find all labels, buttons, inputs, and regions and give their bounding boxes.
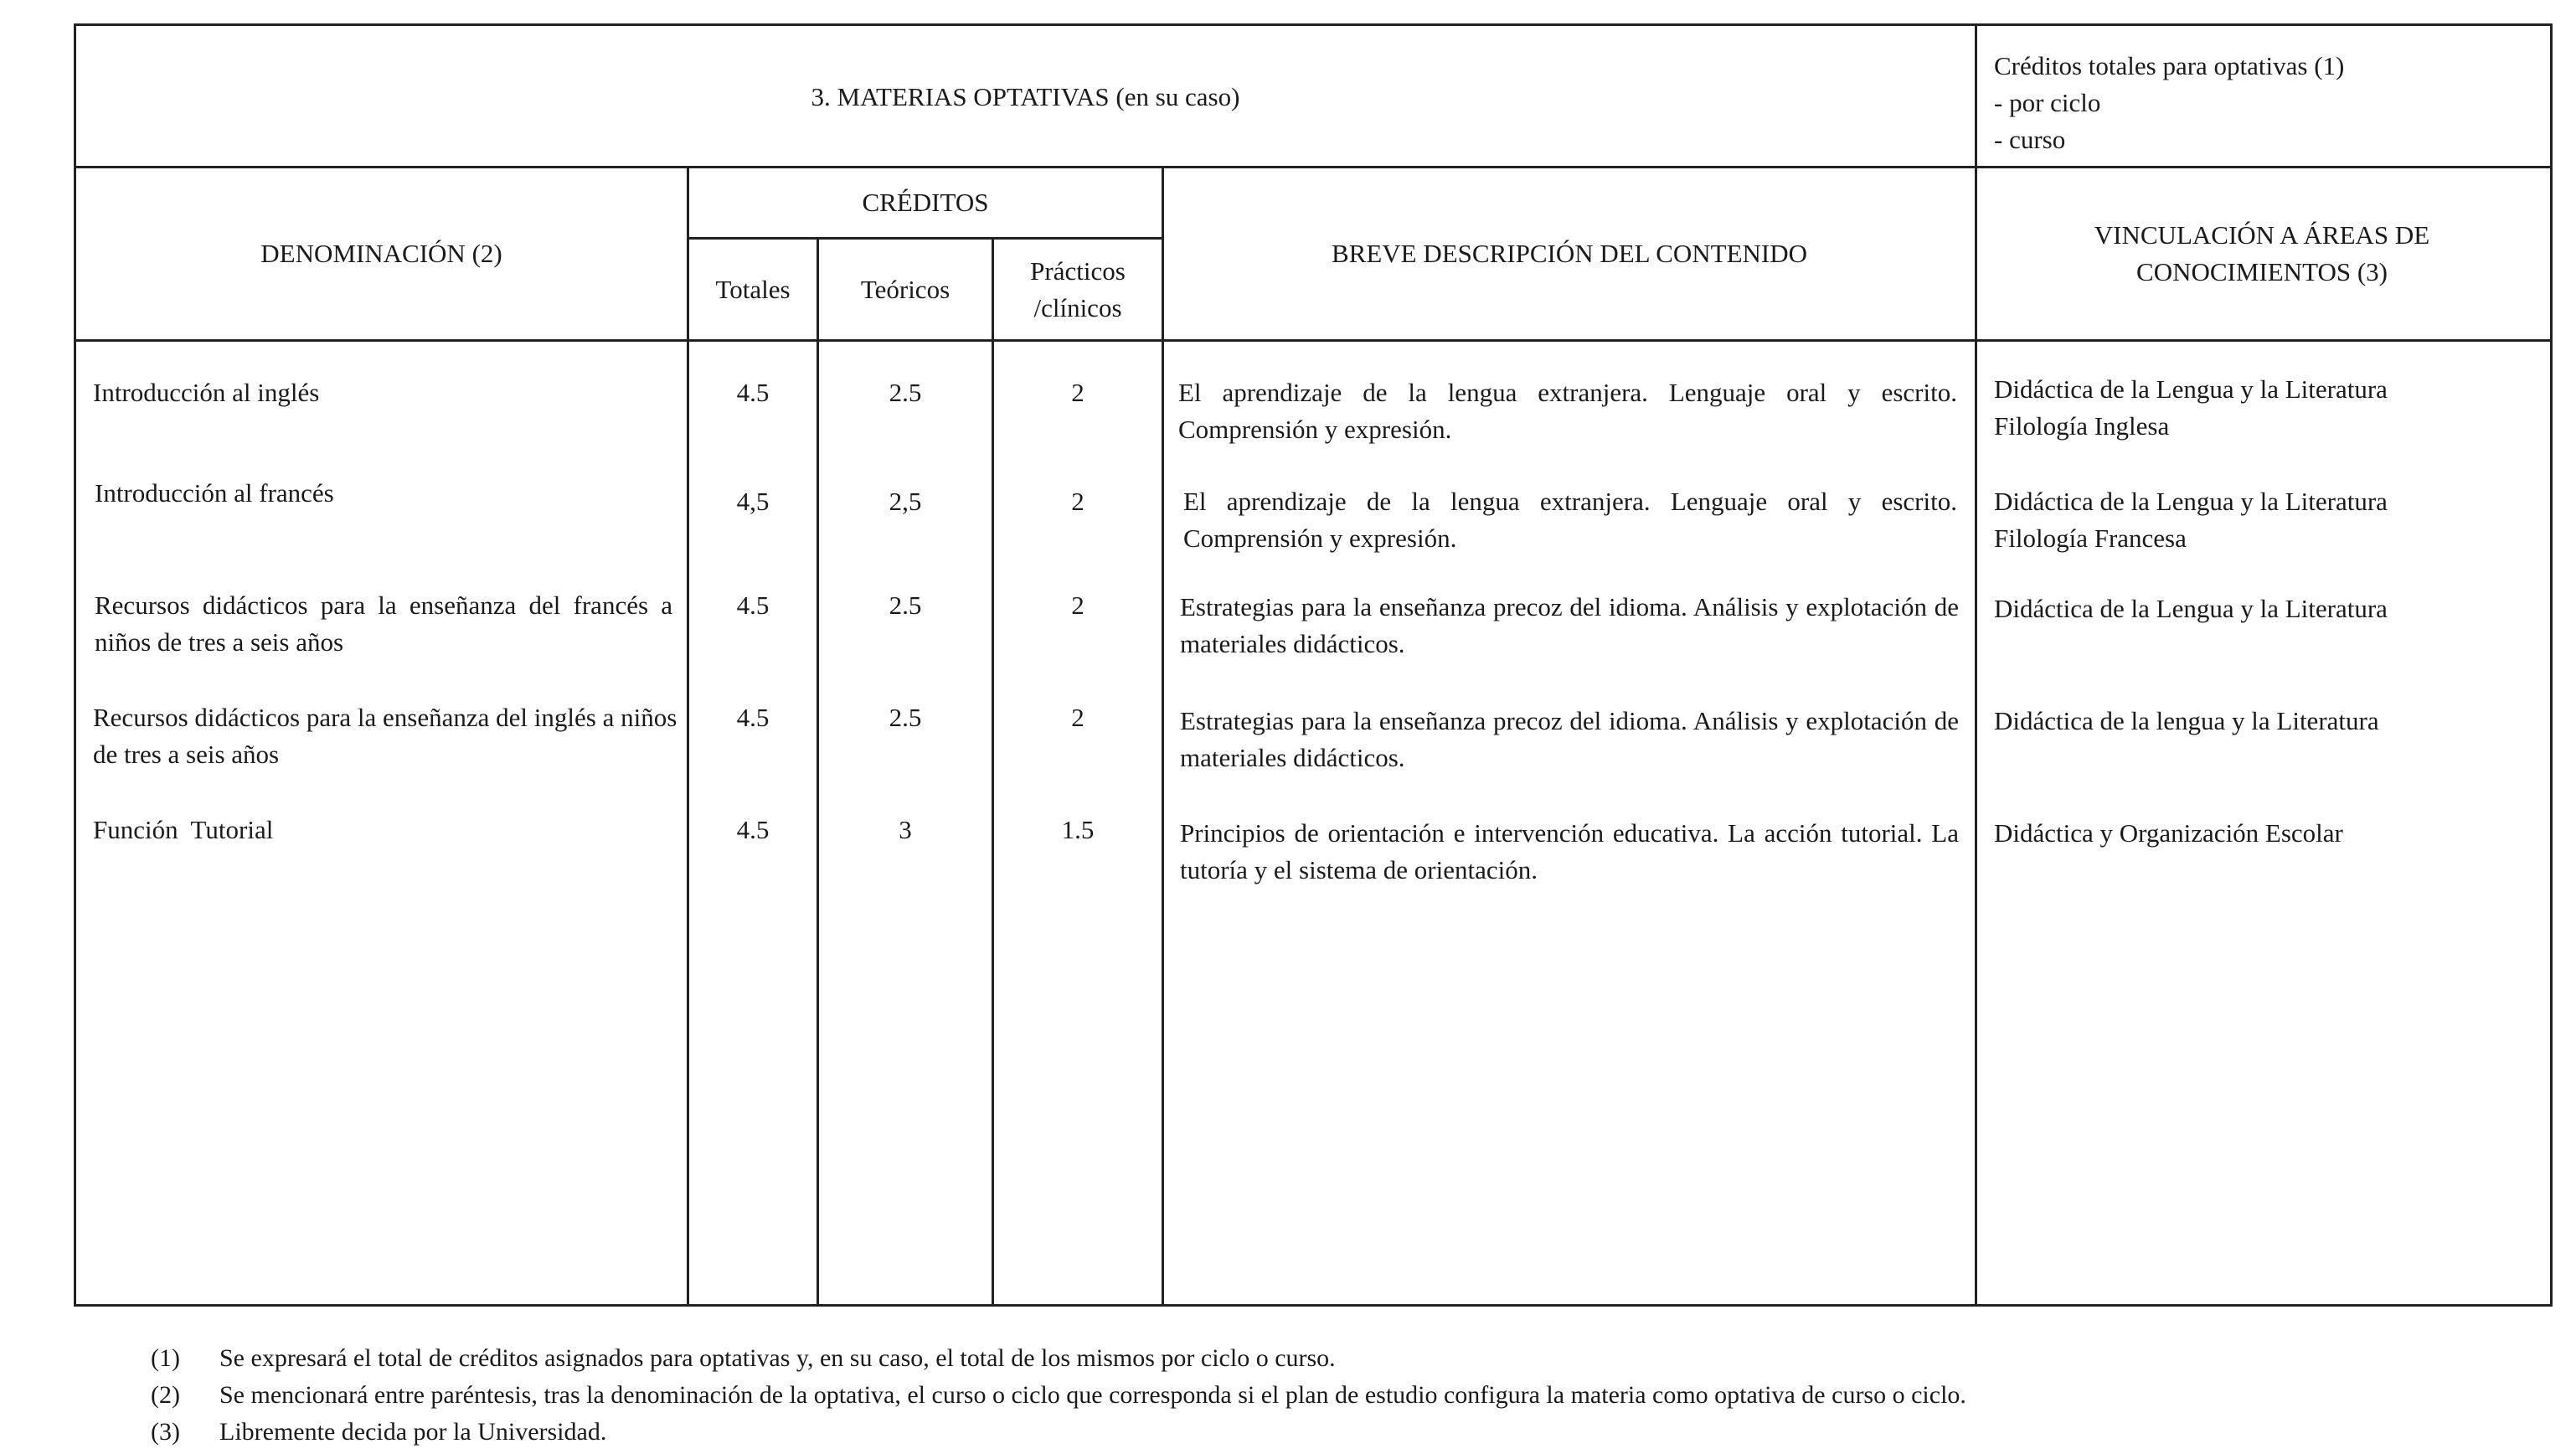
header-divider [76, 339, 2550, 342]
header-practicos [1006, 240, 1150, 339]
footnote-1-text: Se expresará el total de créditos asignados para optativas y, en su caso, el total de los mismos por ciclo o curso. [219, 1344, 1336, 1372]
credits-note-line-3: - curso [1994, 125, 2066, 154]
header-totales [689, 240, 817, 339]
header-vinculacion [2044, 168, 2480, 339]
footnote-1 [151, 1340, 2496, 1377]
title-row [74, 23, 2553, 166]
header-descripcion-label: BREVE DESCRIPCIÓN DEL CONTENIDO [1331, 239, 1808, 268]
header-vinculacion-label: VINCULACIÓN A ÁREAS DE CONOCIMIENTOS (3) [2094, 220, 2430, 286]
footnote-2-text: Se mencionará entre paréntesis, tras la denominación de la optativa, el curso o ciclo que corresponda si el plan de estudio configura la materia como optativa de curso o ciclo. [219, 1381, 1966, 1409]
header-creditos [689, 168, 1162, 237]
row-5-name: Función Tutorial [93, 815, 274, 844]
row-1-teoricos: 2.5 [889, 378, 922, 407]
row-2-practicos: 2 [1071, 487, 1084, 516]
row-3-descripcion: Estrategias para la enseñanza precoz del idioma. Análisis y explotación de materiales didácticos. [1180, 592, 1959, 658]
row-4-teoricos: 2.5 [889, 703, 922, 732]
section-title-text: 3. MATERIAS OPTATIVAS (en su caso) [811, 82, 1240, 111]
credits-note [1994, 48, 2547, 158]
row-4-name: Recursos didácticos para la enseñanza del inglés a niños de tres a seis años [93, 703, 677, 769]
row-3-practicos: 2 [1071, 590, 1084, 620]
header-teoricos [819, 240, 992, 339]
subjects-table [74, 166, 2553, 1307]
row-4-area: Didáctica de la lengua y la Literatura [1994, 706, 2379, 735]
section-title [76, 26, 1977, 168]
footnote-1-number: (1) [151, 1344, 180, 1372]
row-3-teoricos: 2.5 [889, 590, 922, 620]
row-3-totales: 4.5 [736, 590, 770, 620]
footnote-2 [151, 1377, 2496, 1414]
footnote-3-number: (3) [151, 1418, 180, 1446]
row-3-area: Didáctica de la Lengua y la Literatura [1994, 594, 2388, 623]
footnote-2-number: (2) [151, 1381, 180, 1409]
header-denominacion-label: DENOMINACIÓN (2) [260, 239, 502, 268]
row-1-name: Introducción al inglés [93, 378, 320, 407]
footnote-3 [151, 1414, 2496, 1451]
footnotes [151, 1340, 2496, 1451]
row-2-area: Didáctica de la Lengua y la Literatura Filología Francesa [1994, 487, 2388, 553]
header-descripcion [1164, 168, 1975, 339]
row-4-descripcion: Estrategias para la enseñanza precoz del idioma. Análisis y explotación de materiales didácticos. [1180, 706, 1959, 772]
row-1-descripcion: El aprendizaje de la lengua extranjera. Lenguaje oral y escrito. Comprensión y expresión. [1178, 378, 1957, 444]
header-practicos-label: Prácticos /clínicos [1030, 255, 1126, 322]
row-5-totales: 4.5 [736, 815, 770, 844]
row-1-area: Didáctica de la Lengua y la Literatura Filología Inglesa [1994, 374, 2388, 441]
footnote-3-text: Libremente decida por la Universidad. [219, 1418, 607, 1446]
row-1-practicos: 2 [1071, 378, 1084, 407]
header-totales-label: Totales [715, 274, 791, 304]
row-1-totales: 4.5 [736, 378, 770, 407]
credits-note-line-2: - por ciclo [1994, 88, 2101, 117]
row-2-name: Introducción al francés [95, 478, 334, 508]
row-2-totales: 4,5 [736, 487, 770, 516]
header-creditos-label: CRÉDITOS [862, 188, 989, 217]
row-5-practicos: 1.5 [1061, 815, 1095, 844]
row-2-descripcion: El aprendizaje de la lengua extranjera. Lenguaje oral y escrito. Comprensión y expresión. [1183, 487, 1957, 553]
row-4-practicos: 2 [1071, 703, 1084, 732]
row-5-teoricos: 3 [899, 815, 912, 844]
header-denominacion [76, 168, 687, 339]
row-5-descripcion: Principios de orientación e intervención educativa. La acción tutorial. La tutoría y el sistema de orientación. [1180, 818, 1959, 884]
row-5-area: Didáctica y Organización Escolar [1994, 818, 2343, 848]
row-3-name: Recursos didácticos para la enseñanza del francés a niños de tres a seis años [95, 590, 672, 657]
credits-note-line-1: Créditos totales para optativas (1) [1994, 51, 2345, 80]
row-2-teoricos: 2,5 [889, 487, 922, 516]
header-teoricos-label: Teóricos [860, 274, 951, 304]
row-4-totales: 4.5 [736, 703, 770, 732]
